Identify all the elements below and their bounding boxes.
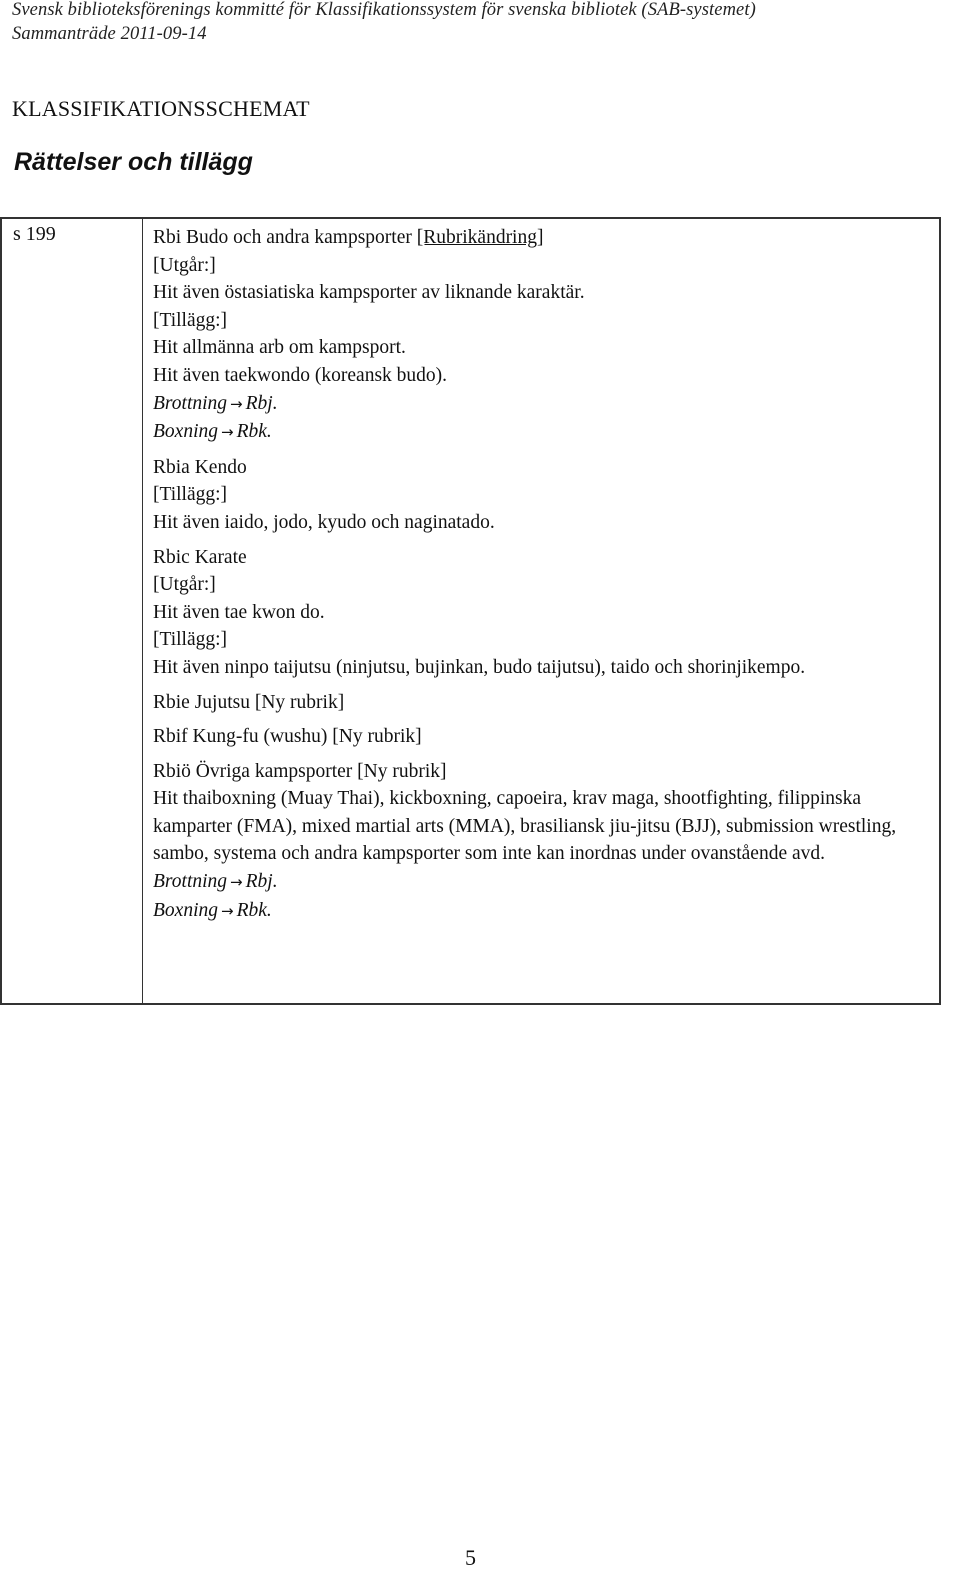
utgar-label: [Utgår:] (153, 574, 216, 596)
class-heading-rbio: Rbiö Övriga kampsporter [Ny rubrik] (153, 760, 447, 782)
entry-rbio (153, 758, 933, 926)
tillagg-label: [Tillägg:] (153, 309, 228, 331)
corrections-content (153, 224, 933, 932)
reference-term: Brottning (153, 871, 228, 893)
tillagg-text: Hit även iaido, jodo, kyudo och naginatado. (153, 511, 495, 533)
entry-rbia (153, 454, 933, 537)
class-heading-rbi: Rbi Budo och andra kampsporter (153, 227, 417, 248)
entry-rbi (153, 224, 933, 447)
document-header-meeting-date: Sammanträde 2011-09-14 (12, 24, 207, 44)
class-heading-rbic: Rbic Karate (153, 546, 247, 568)
tillagg-label: [Tillägg:] (153, 484, 228, 506)
utgar-text: Hit även östasiatiska kampsporter av liknande karaktär. (153, 282, 585, 304)
reference-target: Rbk. (236, 899, 272, 921)
reference-target: Rbk. (236, 421, 272, 443)
arrow-right-icon: → (220, 901, 234, 920)
reference-term: Brottning (153, 392, 228, 414)
corrections-table (0, 217, 941, 1005)
see-reference (153, 390, 933, 419)
page-reference: s 199 (13, 223, 56, 245)
see-reference (153, 868, 933, 897)
entry-heading (153, 224, 933, 252)
schema-heading: KLASSIFIKATIONSSCHEMAT (12, 96, 310, 121)
heading-change-note: [Rubrikändring] (416, 227, 544, 248)
tillagg-line: Hit även taekwondo (koreansk budo). (153, 364, 448, 386)
reference-term: Boxning (153, 421, 218, 443)
class-heading-rbie: Rbie Jujutsu [Ny rubrik] (153, 691, 345, 713)
scope-note-text: Hit thaiboxning (Muay Thai), kickboxning, capoeira, krav maga, shootfighting, filippinska kamparter (FMA), mixed martial arts (MMA), brasiliansk jiu-jitsu (BJJ), submission wrestling, sambo, systema och andra kampsporter som inte kan inordnas under ovanstående avd. (153, 788, 897, 865)
entry-rbic (153, 544, 933, 682)
section-heading: Rättelser och tillägg (14, 148, 253, 176)
see-reference (153, 418, 933, 447)
arrow-right-icon: → (230, 873, 243, 892)
tillagg-text: Hit även ninpo taijutsu (ninjutsu, bujinkan, budo taijutsu), taido och shorinjikempo. (153, 656, 806, 678)
tillagg-label: [Tillägg:] (153, 629, 228, 651)
page-number: 5 (465, 1545, 476, 1570)
class-heading-rbif: Rbif Kung-fu (wushu) [Ny rubrik] (153, 726, 422, 748)
document-header-committee: Svensk biblioteksförenings kommitté för Klassifikationssystem för svenska bibliotek (SAB-systemet) (12, 0, 756, 20)
entry-rbie (153, 689, 933, 717)
entry-rbif (153, 723, 933, 751)
reference-target: Rbj. (245, 871, 278, 893)
column-divider (142, 219, 143, 1003)
reference-target: Rbj. (245, 392, 278, 414)
utgar-text: Hit även tae kwon do. (153, 601, 325, 623)
reference-term: Boxning (153, 899, 218, 921)
class-heading-rbia: Rbia Kendo (153, 456, 247, 478)
utgar-label: [Utgår:] (153, 254, 216, 276)
see-reference (153, 897, 933, 926)
tillagg-line: Hit allmänna arb om kampsport. (153, 337, 406, 359)
arrow-right-icon: → (220, 423, 234, 442)
arrow-right-icon: → (230, 394, 243, 413)
